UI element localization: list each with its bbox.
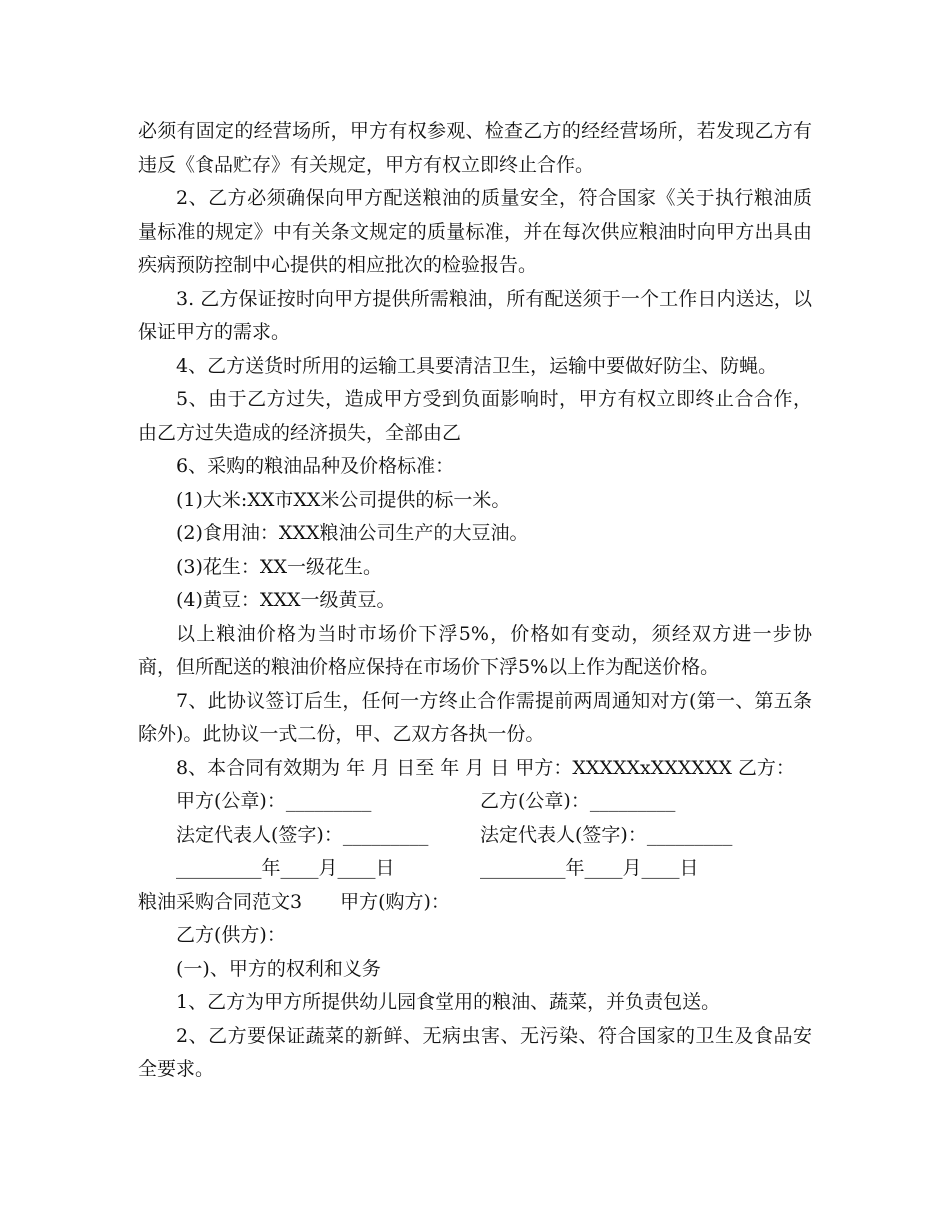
section3-subheading: (一)、甲方的权利和义务 <box>176 957 381 980</box>
section3-heading-row <box>138 886 812 920</box>
section3-buyer: 甲方(购方)： <box>340 890 450 913</box>
party-b-representative: 法定代表人(签字)：_________ <box>480 823 733 846</box>
party-a-date: _________年____月____日 <box>176 857 395 879</box>
section3-title: 粮油采购合同范文3 <box>138 890 303 913</box>
paragraph-7: 7、此协议签订后生，任何一方终止合作需提前两周通知对方(第一、第五条除外)。此协议一式二份，甲、乙双方各执一份。 <box>138 689 812 745</box>
paragraph-8: 8、本合同有效期为 年 月 日至 年 月 日 甲方：XXXXXxXXXXXX 乙方： <box>176 756 795 779</box>
paragraph-4: 4、乙方送货时所用的运输工具要清洁卫生，运输中要做好防尘、防蝇。 <box>176 354 778 377</box>
paragraph-6: 6、采购的粮油品种及价格标准： <box>176 455 455 477</box>
party-a-representative: 法定代表人(签字)：_________ <box>176 823 429 846</box>
signature-rep-row <box>138 819 812 853</box>
list-item-peanut: (3)花生：XX一级花生。 <box>176 555 382 578</box>
party-b-seal: 乙方(公章)：_________ <box>480 790 676 812</box>
party-a-seal: 甲方(公章)：_________ <box>176 790 372 812</box>
section3-item-2: 2、乙方要保证蔬菜的新鲜、无病虫害、无污染、符合国家的卫生及食品安全要求。 <box>138 1024 812 1080</box>
list-item-oil: (2)食用油：XXX粮油公司生产的大豆油。 <box>176 522 529 544</box>
signature-seal-row <box>138 785 812 819</box>
party-b-date: _________年____月____日 <box>480 857 699 879</box>
paragraph-3: 3. 乙方保证按时向甲方提供所需粮油，所有配送须于一个工作日内送达，以保证甲方的需求。 <box>138 287 812 343</box>
paragraph-price: 以上粮油价格为当时市场价下浮5%，价格如有变动，须经双方进一步协商，但所配送的粮油价格应保持在市场价下浮5%以上作为配送价格。 <box>138 622 812 678</box>
list-item-soybean: (4)黄豆：XXX一级黄豆。 <box>176 589 396 611</box>
section3-item-1: 1、乙方为甲方所提供幼儿园食堂用的粮油、蔬菜，并负责包送。 <box>176 991 721 1013</box>
paragraph-2: 2、乙方必须确保向甲方配送粮油的质量安全，符合国家《关于执行粮油质量标准的规定》中有关条文规定的质量标准，并在每次供应粮油时向甲方出具由疾病预防控制中心提供的相应批次的检验报告。 <box>138 187 812 276</box>
section3-seller: 乙方(供方)： <box>176 924 286 946</box>
paragraph-5: 5、由于乙方过失，造成甲方受到负面影响时，甲方有权立即终止合合作，由乙方过失造成的经济损失，全部由乙 <box>138 388 812 444</box>
paragraph-1: 必须有固定的经营场所，甲方有权参观、检查乙方的经经营场所，若发现乙方有违反《食品贮存》有关规定，甲方有权立即终止合作。 <box>138 120 812 176</box>
signature-date-row <box>138 852 812 886</box>
list-item-rice: (1)大米:XX市XX米公司提供的标一米。 <box>176 488 511 511</box>
